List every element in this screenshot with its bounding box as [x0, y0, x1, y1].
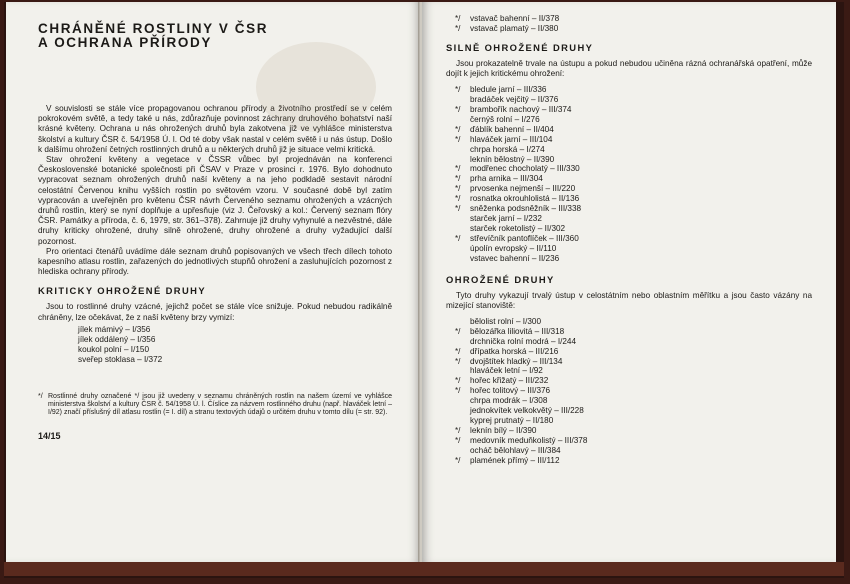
- strongly-endangered-list: [446, 85, 812, 263]
- plant-entry: starček jarní – I/232: [470, 214, 542, 223]
- protected-mark: */: [455, 346, 461, 356]
- plant-entry: kyprej prutnatý – II/180: [470, 416, 554, 425]
- footnote-mark: */: [38, 392, 43, 400]
- plant-entry: ocháč bělohlavý – III/384: [470, 445, 561, 455]
- section-text-critical: Jsou to rostlinné druhy vzácné, jejichž počet se stále více snižuje. Pokud nebudou radikálně chráněny, lze očekávat, že z naší květeny brzy vymizí:: [38, 302, 392, 322]
- page-edge: [4, 562, 844, 576]
- list-item: jílek oddálený – I/356: [78, 334, 156, 344]
- list-item: [446, 224, 812, 234]
- plant-entry: černýš rolní – I/276: [470, 114, 540, 124]
- plant-entry: prvosenka nejmenší – III/220: [470, 184, 576, 194]
- plant-entry: bělozářka liliovitá – III/318: [470, 326, 565, 336]
- plant-entry: hořec tolitový – III/376: [470, 386, 551, 396]
- endangered-list: [446, 317, 812, 466]
- list-item: [446, 135, 812, 145]
- list-item: [446, 115, 812, 125]
- list-item: [446, 24, 812, 34]
- plant-entry: rosnatka okrouhlolistá – II/136: [470, 194, 580, 204]
- plant-entry: prha arnika – III/304: [470, 174, 543, 184]
- title-line-1: CHRÁNĚNÉ ROSTLINY V ČSR: [38, 21, 269, 36]
- plant-entry: dvojštítek hladký – III/134: [470, 356, 563, 366]
- section-heading-strongly-endangered: SILNĚ OHROŽENÉ DRUHY: [446, 41, 594, 53]
- paragraph-3: Pro orientaci čtenářů uvádíme dále seznam druhů popisovaných ve všech třech dílech tohoto kapesního atlasu rostlin, zařazených do jednotlivých stupňů ohrožení a zasluhujících pozornost z hlediska ochrany přírody.: [38, 246, 392, 277]
- list-item: [446, 337, 812, 347]
- plant-entry: ďáblík bahenní – II/404: [470, 124, 554, 134]
- right-page: [422, 2, 836, 562]
- list-item: [446, 386, 812, 396]
- left-page: [6, 2, 420, 562]
- list-item: jílek mámivý – I/356: [78, 324, 151, 334]
- list-item: [446, 85, 812, 95]
- plant-entry: hlaváček letní – I/92: [470, 366, 543, 376]
- list-item: sveřep stoklasa – I/372: [78, 354, 163, 364]
- list-item: [446, 436, 812, 446]
- plant-entry: hořec křižatý – III/232: [470, 376, 549, 386]
- list-item: [446, 95, 812, 105]
- list-item: [446, 406, 812, 416]
- list-item: [446, 416, 812, 426]
- list-item: [446, 254, 812, 264]
- list-item: [446, 244, 812, 254]
- plant-entry: modřenec chocholatý – III/330: [470, 164, 580, 174]
- protected-mark: */: [455, 23, 461, 33]
- protected-mark: */: [455, 194, 461, 204]
- protected-mark: */: [455, 425, 461, 435]
- plant-entry: plamének přímý – III/112: [470, 455, 560, 465]
- list-item: [446, 125, 812, 135]
- protected-mark: */: [455, 356, 461, 366]
- list-item: [446, 426, 812, 436]
- plant-entry: střevíčník pantoflíček – III/360: [470, 233, 579, 243]
- plant-entry: leknín bělostný – II/390: [470, 154, 555, 164]
- title-line-2: A OCHRANA PŘÍRODY: [38, 35, 212, 50]
- plant-entry: bledule jarní – III/336: [470, 85, 547, 95]
- list-item: [446, 347, 812, 357]
- plant-entry: bělolist rolní – I/300: [470, 316, 542, 326]
- list-item: [446, 366, 812, 376]
- section-text-endangered: Tyto druhy vykazují trvalý ústup v celostátním nebo oblastním měřítku a jsou často vázány na mizející stanoviště:: [446, 290, 812, 310]
- plant-entry: hlaváček jarní – III/104: [470, 134, 553, 144]
- protected-mark: */: [455, 124, 461, 134]
- plant-entry: jednokvítek velkokvětý – III/228: [470, 406, 584, 416]
- section-text-strongly-endangered: Jsou prokazatelně trvale na ústupu a pokud nebudou učiněna rázná ochranářská opatření, může dojít k jejich kritickému ohrožení:: [446, 58, 812, 79]
- list-item: [446, 194, 812, 204]
- plant-entry: vstavec bahenní – II/236: [470, 253, 560, 263]
- list-item: [446, 204, 812, 214]
- paragraph-1: V souvislosti se stále více propagovanou ochranou přírody a životního prostředí se v celém pokrokovém světě, a tedy také u nás, zdůrazňuje povinnost záchrany druhového bohatství naší krásné květeny. Ochrana u nás ohrožených druhů byla zakotvena již ve vyhlášce ministerstva školství a kultury ČSR č. 54/1958 Ú. l. Od té doby však nastal v celém světě i u nás ústup. Došlo k dalšímu ohrožení četných rostlinných druhů a u některých druhů již je situace velmi kritická.: [38, 104, 392, 154]
- list-item: [446, 145, 812, 155]
- paragraph-2: Stav ohrožení květeny a vegetace v ČSSR vůbec byl projednáván na konferenci Československé botanické společnosti při ČSAV v Praze v prosinci r. 1976. Bylo dohodnuto vypracovat seznam ohrožených druhů naší květeny a na jeho podkladě sestavit národní celostátní Červenou knihu vyšších rostlin po světovém vzoru. V současné době byl zatím vypracován a uveřejněn pro květenu ČSR návrh Červeného seznamu ohrožených a vzácných druhů rostlin, který se nyní doplňuje a upřesňuje (viz J. Čeřovský a kol.: Červený seznam flóry ČSR. Památky a příroda, č. 6, 1979, str. 361–378). Zahrnuje již druhy vyhynulé a nezvěstné, dále druhy kriticky ohrožené, druhy silně ohrožené, druhy ohrožené a druhy vyžadující další pozornost.: [38, 155, 392, 246]
- list-item: koukol polní – I/150: [78, 344, 150, 354]
- section-heading-endangered: OHROŽENÉ DRUHY: [446, 273, 555, 285]
- plant-entry: dřípatka horská – III/216: [470, 346, 559, 356]
- open-book: [4, 2, 844, 578]
- list-item: [446, 396, 812, 406]
- list-item: [446, 234, 812, 244]
- plant-entry: brambořík nachový – III/374: [470, 105, 572, 115]
- protected-mark: */: [455, 376, 461, 386]
- plant-entry: starček roketolistý – II/302: [470, 223, 566, 233]
- footnote: [38, 393, 392, 418]
- protected-mark: */: [455, 184, 461, 194]
- plant-entry: leknín bílý – II/390: [470, 425, 537, 435]
- list-item: [446, 357, 812, 367]
- protected-mark: */: [455, 233, 461, 243]
- critical-plant-list: [78, 325, 392, 365]
- list-item: [446, 14, 812, 24]
- plant-entry: vstavač bahenní – II/378: [470, 14, 560, 23]
- protected-mark: */: [455, 164, 461, 174]
- plant-entry: bradáček vejčitý – II/376: [470, 95, 559, 105]
- plant-entry: drchnička rolní modrá – I/244: [470, 336, 577, 346]
- list-item: [446, 446, 812, 456]
- plant-entry: úpolín evropský – II/110: [470, 243, 557, 253]
- list-item: [446, 317, 812, 327]
- protected-mark: */: [455, 134, 461, 144]
- paper-stain: [256, 42, 376, 132]
- protected-mark: */: [455, 204, 461, 214]
- protected-mark: */: [455, 85, 461, 95]
- list-item: [446, 184, 812, 194]
- protected-mark: */: [455, 386, 461, 396]
- plant-entry: chrpa modrák – I/308: [470, 396, 548, 406]
- list-item: [446, 214, 812, 224]
- protected-mark: */: [455, 326, 461, 336]
- list-item: [446, 155, 812, 165]
- plant-entry: chrpa horská – I/274: [470, 144, 545, 154]
- top-plant-list: [446, 14, 812, 34]
- list-item: [446, 174, 812, 184]
- plant-entry: vstavač plamatý – II/380: [470, 23, 559, 33]
- list-item: [446, 376, 812, 386]
- page-number: 14/15: [38, 431, 61, 442]
- protected-mark: */: [455, 105, 461, 115]
- protected-mark: */: [455, 435, 461, 445]
- protected-mark: */: [455, 455, 461, 465]
- section-heading-critical: KRITICKY OHROŽENÉ DRUHY: [38, 285, 206, 297]
- protected-mark: */: [455, 14, 461, 23]
- list-item: [446, 456, 812, 466]
- plant-entry: sněženka podsněžník – III/338: [470, 204, 582, 214]
- list-item: [446, 164, 812, 174]
- list-item: [446, 327, 812, 337]
- footnote-text: Rostlinné druhy označené */ jsou již uvedeny v seznamu chráněných rostlin na našem území ve vyhlášce ministerstva školství a kultury ČSR č. 54/1958 Ú. l. Číslice za názvem rostlinného druhu (např. hlaváček letní – I/92) značí příslušný díl atlasu rostlin (= I. díl) a stranu textových údajů o určitém druhu v tomto dílu (= str. 92).: [48, 392, 392, 417]
- list-item: [446, 105, 812, 115]
- protected-mark: */: [455, 174, 461, 184]
- plant-entry: medovník meduňkolistý – III/378: [470, 435, 588, 445]
